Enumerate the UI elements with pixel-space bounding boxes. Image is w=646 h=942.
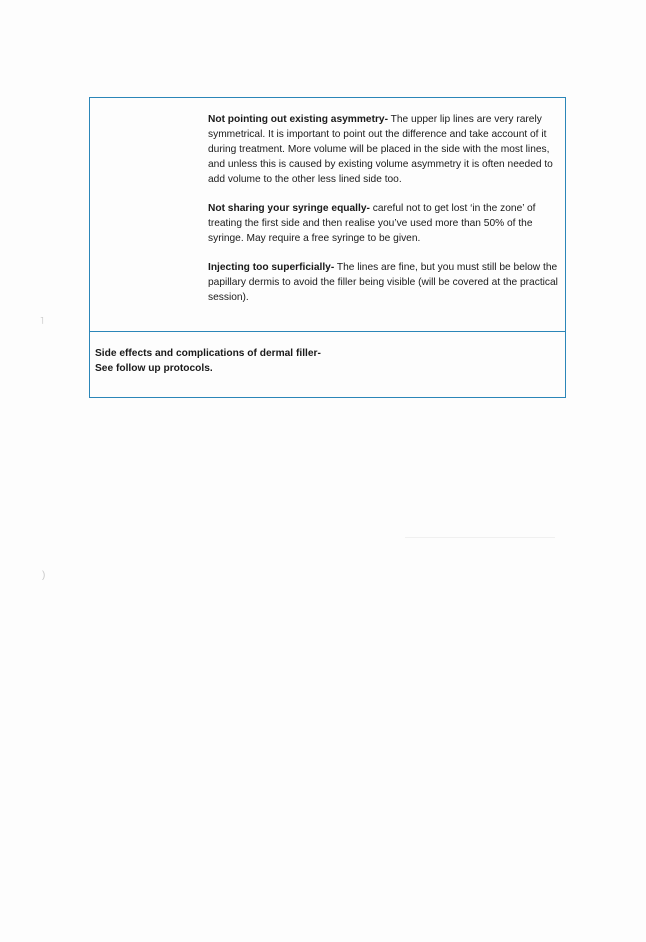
scan-artifact-line: [405, 537, 555, 538]
scan-artifact-mark: ˥: [40, 316, 44, 327]
follow-up-reference: See follow up protocols.: [95, 363, 213, 374]
scan-artifact-mark: ): [42, 570, 46, 581]
entry-text: careful not to get lost ‘in the zone’ of treating the first side and then realise you’ve used more than 50% of the syringe. May require a free syringe to be given.: [208, 203, 536, 244]
entry-title: Not sharing your syringe equally-: [208, 203, 370, 214]
table-row-divider: [90, 331, 565, 332]
content-table: [89, 97, 566, 398]
entry-syringe: [208, 201, 560, 246]
side-effects-heading: Side effects and complications of dermal filler-: [95, 348, 321, 359]
entry-title: Injecting too superficially-: [208, 262, 335, 273]
entry-text: The lines are fine, but you must still be below the papillary dermis to avoid the filler being visible (will be covered at the practical session).: [208, 262, 558, 303]
entry-superficial: [208, 260, 560, 305]
side-effects-note: [95, 346, 321, 376]
entry-title: Not pointing out existing asymmetry-: [208, 114, 388, 125]
pitfalls-list: [208, 112, 560, 319]
entry-text: The upper lip lines are very rarely symmetrical. It is important to point out the difference and take account of it during treatment. More volume will be placed in the side with the most lines, and unless this is caused by existing volume asymmetry it is often needed to add volume to the other less lined side too.: [208, 114, 553, 185]
entry-asymmetry: [208, 112, 560, 187]
